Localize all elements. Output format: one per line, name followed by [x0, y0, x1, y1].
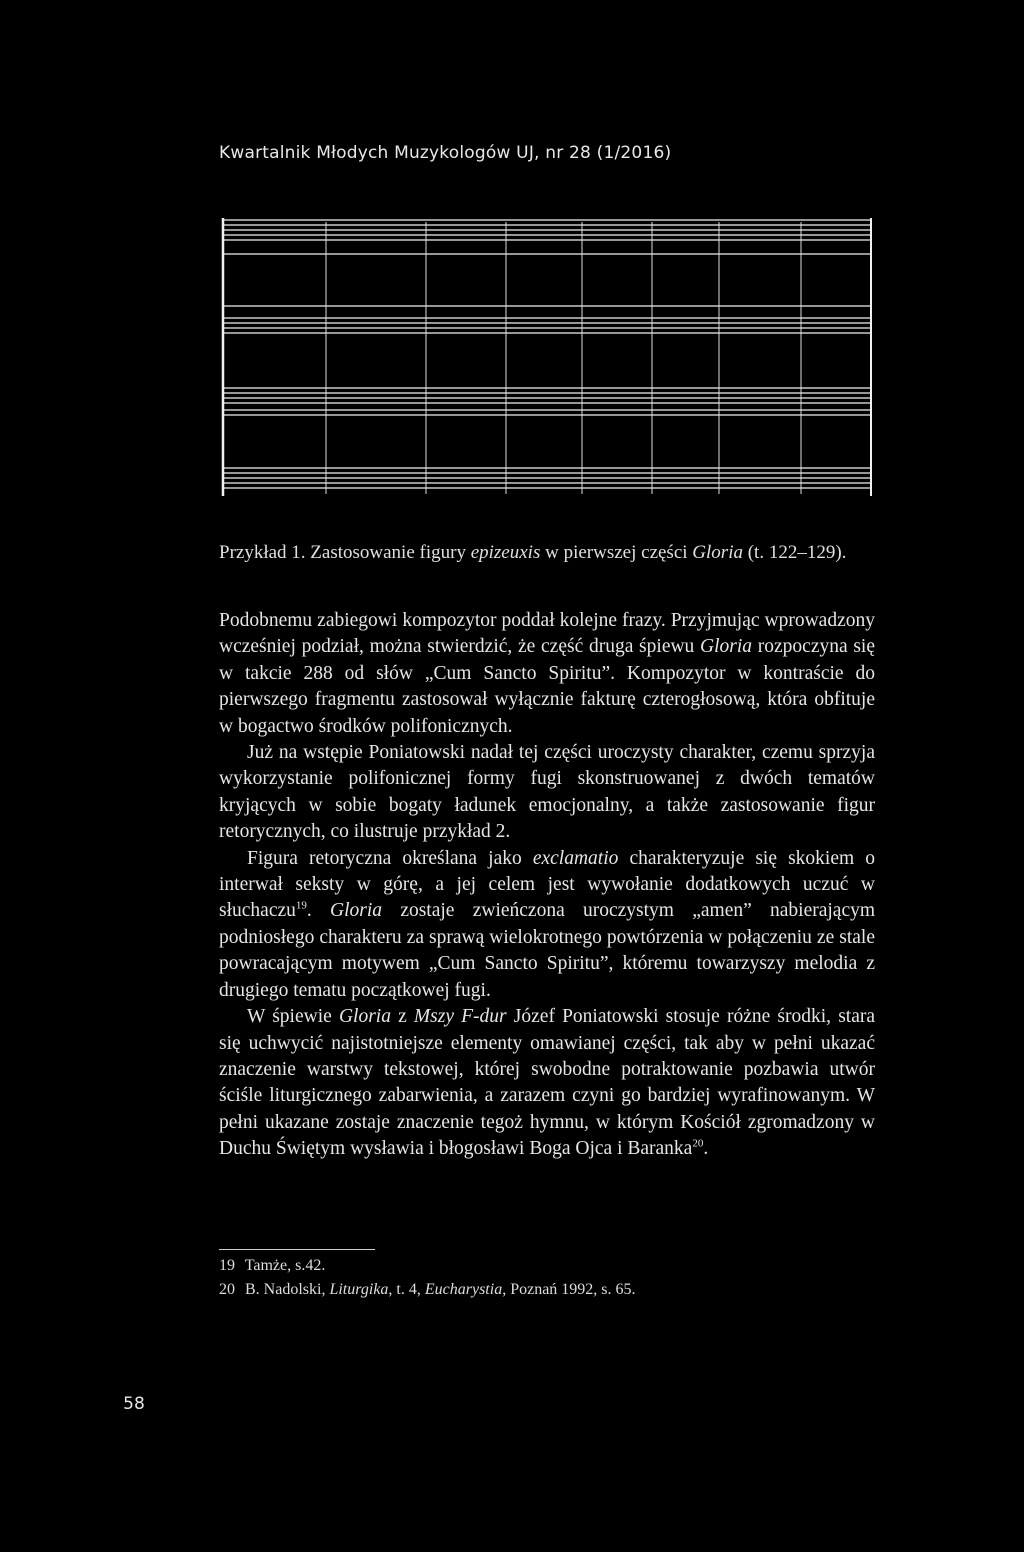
paragraph-3-term: exclamatio	[532, 847, 619, 869]
caption-work: Gloria	[692, 542, 743, 563]
footnote-ref-19[interactable]: 19	[295, 899, 307, 912]
caption-text: Zastosowanie figury	[310, 542, 466, 563]
paragraph-3-work-title: Gloria	[330, 900, 383, 922]
footnote-number: 20	[219, 1281, 235, 1298]
paragraph-3-period: .	[306, 900, 312, 922]
caption-label: Przykład 1.	[219, 542, 306, 563]
page-number: 58	[123, 1394, 145, 1414]
paragraph-3	[219, 846, 875, 1004]
caption-term: epizeuxis	[470, 542, 541, 563]
footnote-title: Liturgika	[329, 1281, 389, 1298]
paragraph-4-period: .	[703, 1138, 709, 1160]
main-text	[219, 608, 875, 1163]
paragraph-4-text-a: W śpiewie	[247, 1006, 332, 1028]
paragraph-1-text-b: rozpoczyna się w takcie 288 od słów „Cum Sancto Spiritu”. Kompozytor w kontraście do pierwszego fragmentu zastosował wyłącznie fakturę czterogłosową, która obfituje w bogactwo środków polifonicznych.	[219, 636, 876, 737]
paragraph-1	[219, 608, 875, 740]
music-example-score	[219, 214, 875, 500]
paragraph-1-text-a: Podobnemu zabiegowi kompozytor poddał kolejne frazy. Przyjmując wprowadzony wcześniej podział, można stwierdzić, że część druga śpiewu	[219, 610, 875, 658]
footnote-ref-20[interactable]: 20	[692, 1137, 704, 1150]
paragraph-1-work-title: Gloria	[700, 636, 753, 658]
paragraph-4-text-c: Józef Poniatowski stosuje różne środki, stara się uchwycić najistotniejsze elementy omawianej części, tak aby w pełni ukazać znaczenie warstwy tekstowej, której swobodne potraktowanie pozbawia utwór ściśle liturgicznego zabarwienia, a zarazem czyni go bardziej wyrafinowanym. W pełni ukazane zostaje znaczenie tegoż hymnu, w którym Kościół zgromadzony w Duchu Świętym wysławia i błogosławi Boga Ojca i Baranka	[219, 1006, 876, 1160]
footnote-text: Tamże, s.42.	[244, 1257, 326, 1274]
score-staves-graphic	[219, 214, 875, 500]
paragraph-4-work-title: Gloria	[338, 1006, 391, 1028]
footnote-19	[219, 1254, 875, 1278]
footnotes	[219, 1254, 875, 1302]
running-header: Kwartalnik Młodych Muzykologów UJ, nr 28 (1/2016)	[219, 143, 672, 163]
caption-range: (t. 122–129).	[747, 542, 847, 563]
footnote-text: , Poznań 1992, s. 65.	[502, 1281, 636, 1298]
paragraph-4-mass-title: Mszy F-dur	[413, 1006, 507, 1028]
caption-mid: w pierwszej części	[545, 542, 688, 563]
paragraph-3-text-a: Figura retoryczna określana jako	[247, 847, 522, 869]
footnote-text: B. Nadolski,	[245, 1281, 326, 1298]
footnote-separator	[219, 1249, 375, 1250]
paragraph-4	[219, 1004, 875, 1162]
footnote-20	[219, 1278, 875, 1302]
footnote-number: 19	[219, 1257, 235, 1274]
footnote-text: , t. 4,	[388, 1281, 421, 1298]
paragraph-3-text-c: zostaje zwieńczona uroczystym „amen” nabierającym podniosłego charakteru za sprawą wielokrotnego powtórzenia w połączeniu ze stale powracającym motywem „Cum Sancto Spiritu”, któremu towarzyszy melodia z drugiego tematu początkowej fugi.	[219, 900, 876, 1001]
example-caption	[219, 540, 875, 566]
paragraph-3-text-b: charakteryzuje się skokiem o interwał seksty w górę, a jej celem jest wywołanie dodatkowych uczuć w słuchaczu	[219, 847, 876, 922]
paragraph-2: Już na wstępie Poniatowski nadał tej części uroczysty charakter, czemu sprzyja wykorzystanie polifonicznej formy fugi skonstruowanej z dwóch tematów kryjących w sobie bogaty ładunek emocjonalny, a także zastosowanie figur retorycznych, co ilustruje przykład 2.	[219, 742, 875, 843]
paragraph-4-text-b: z	[398, 1006, 407, 1028]
footnote-title: Eucharystia	[424, 1281, 503, 1298]
